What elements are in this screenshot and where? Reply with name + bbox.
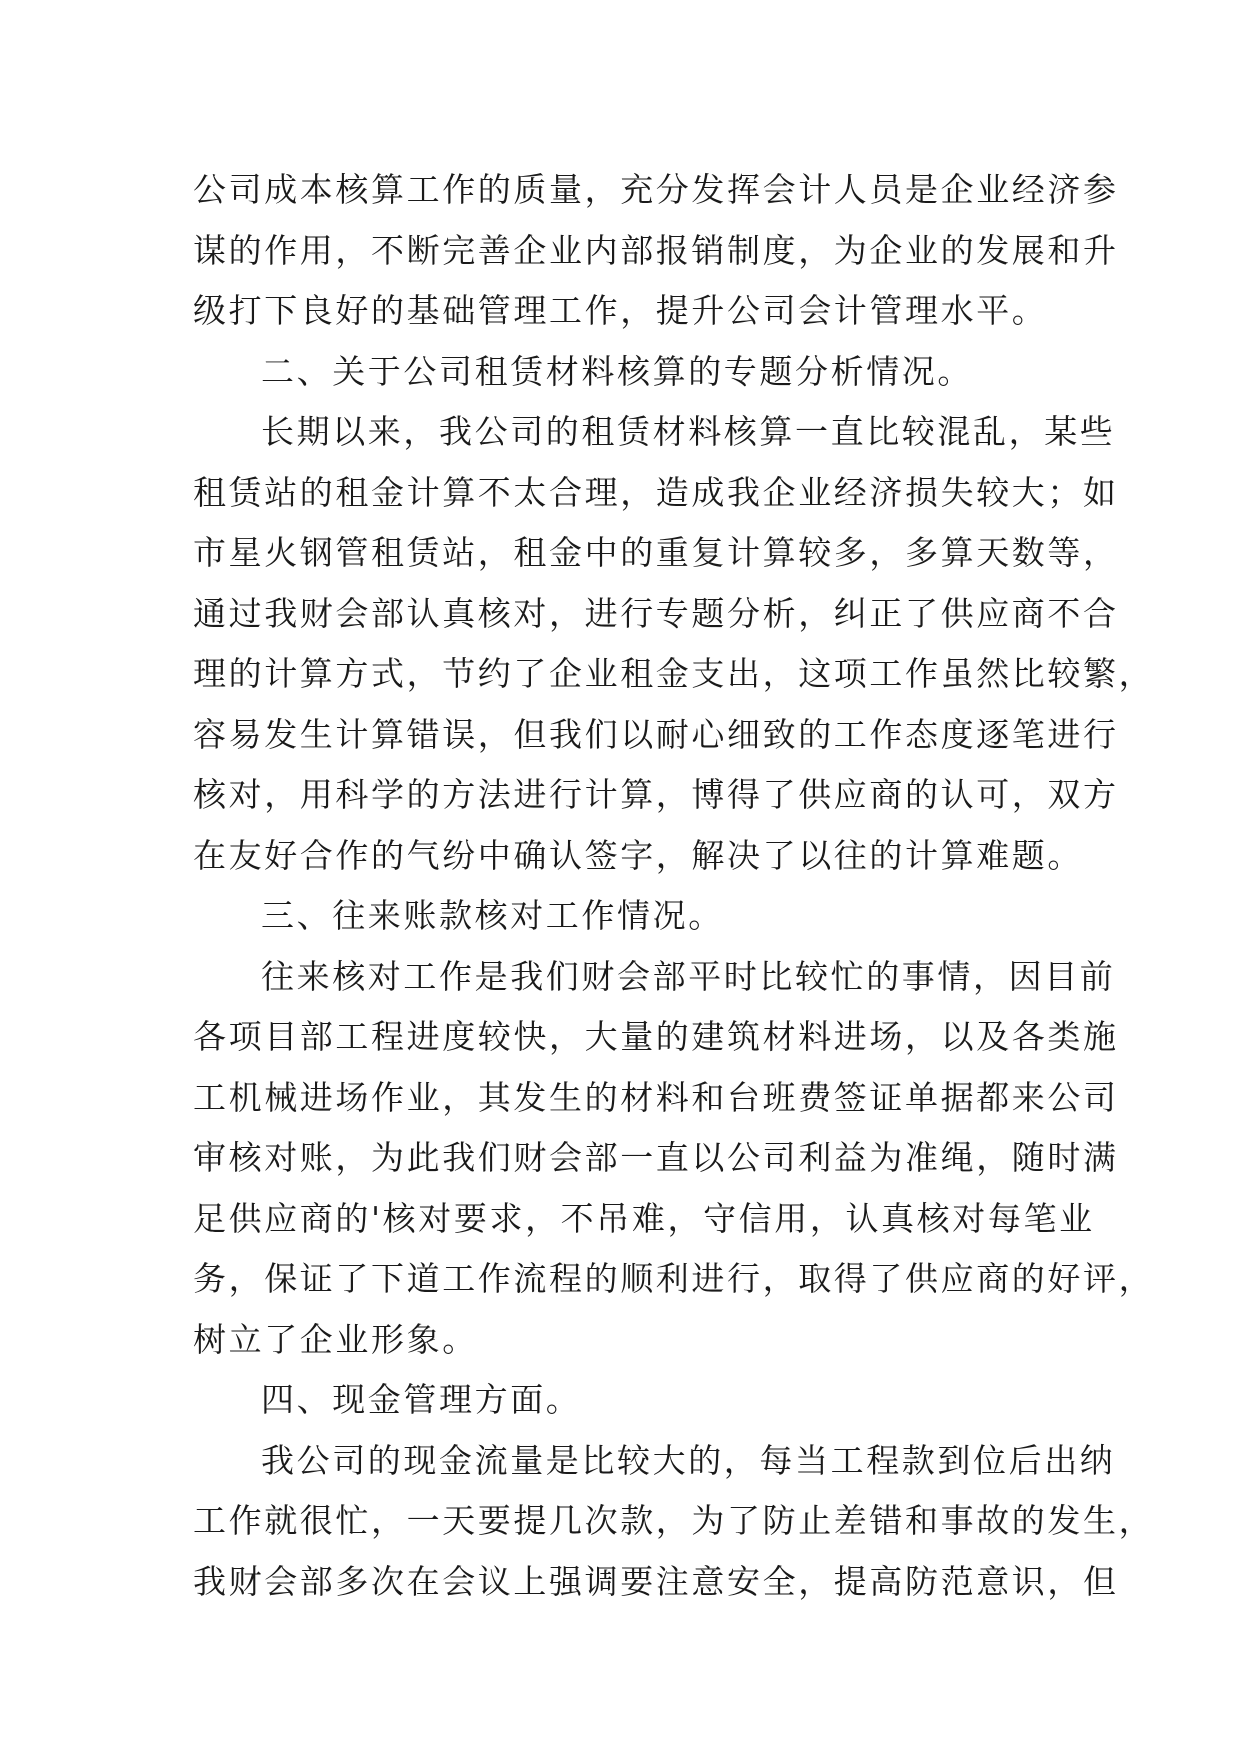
- text-line: 通过我财会部认真核对，进行专题分析，纠正了供应商不合: [193, 593, 1119, 633]
- text-line: 长期以来，我公司的租赁材料核算一直比较混乱，某些: [261, 412, 1116, 451]
- text-line: 务，保证了下道工作流程的顺利进行，取得了供应商的好评，: [193, 1259, 1155, 1298]
- text-line: 工机械进场作业，其发生的材料和台班费签证单据都来公司: [193, 1077, 1119, 1117]
- text-line: 树立了企业形象。: [193, 1319, 478, 1359]
- text-line: 我公司的现金流量是比较大的，每当工程款到位后出纳: [261, 1440, 1116, 1480]
- text-line: 四、现金管理方面。: [261, 1380, 582, 1419]
- text-line: 审核对账，为此我们财会部一直以公司利益为准绳，随时满: [193, 1138, 1119, 1177]
- text-line: 工作就很忙，一天要提几次款，为了防止差错和事故的发生，: [193, 1501, 1155, 1540]
- text-line: 市星火钢管租赁站，租金中的重复计算较多，多算天数等，: [193, 533, 1119, 572]
- text-line: 租赁站的租金计算不太合理，造成我企业经济损失较大；如: [193, 472, 1119, 512]
- text-line: 我财会部多次在会议上强调要注意安全，提高防范意识，但: [193, 1561, 1119, 1601]
- text-line: 级打下良好的基础管理工作，提升公司会计管理水平。: [193, 291, 1048, 330]
- text-line: 容易发生计算错误，但我们以耐心细致的工作态度逐笔进行: [193, 714, 1119, 754]
- document-body: [193, 160, 1155, 1612]
- text-line: 公司成本核算工作的质量，充分发挥会计人员是企业经济参: [193, 170, 1119, 209]
- text-line: 核对，用科学的方法进行计算，博得了供应商的认可，双方: [193, 775, 1119, 814]
- text-line: 往来核对工作是我们财会部平时比较忙的事情，因目前: [261, 956, 1116, 996]
- text-line: 谋的作用，不断完善企业内部报销制度，为企业的发展和升: [193, 230, 1119, 270]
- text-line: 在友好合作的气纷中确认签字，解决了以往的计算难题。: [193, 835, 1083, 875]
- text-line: 足供应商的'核对要求，不吊难，守信用，认真核对每笔业: [193, 1198, 1095, 1238]
- text-line: 各项目部工程进度较快，大量的建筑材料进场，以及各类施: [193, 1017, 1119, 1056]
- text-line: 二、关于公司租赁材料核算的专题分析情况。: [261, 351, 973, 391]
- text-line: 三、往来账款核对工作情况。: [261, 896, 724, 935]
- text-line: 理的计算方式，节约了企业租金支出，这项工作虽然比较繁，: [193, 654, 1155, 693]
